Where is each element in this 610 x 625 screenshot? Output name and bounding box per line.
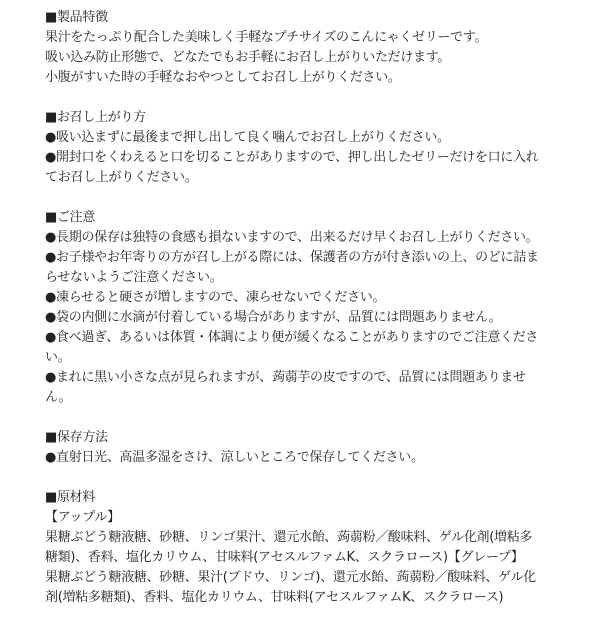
text-line: ●お子様やお年寄りの方が召し上がる際には、保護者の方が付き添いの上、のどに詰ま: [45, 250, 539, 265]
product-description: [45, 8, 600, 608]
section-ingredients: [45, 488, 600, 608]
text-line: ん。: [45, 390, 72, 405]
text-line: ●まれに黒い小さな点が見られますが、蒟蒻芋の皮ですので、品質には問題ありませ: [45, 370, 526, 385]
section-heading: ■お召し上がり方: [45, 110, 146, 125]
text-line: ●袋の内側に水滴が付着している場合がありますが、品質には問題ありません。: [45, 310, 502, 325]
section-how-to-eat: [45, 108, 600, 188]
text-line: 果汁をたっぷり配合した美味しく手軽なプチサイズのこんにゃくゼリーです。: [45, 30, 488, 45]
text-line: い。: [45, 350, 71, 365]
text-line: 果糖ぶどう糖液糖、砂糖、リンゴ果汁、還元水飴、蒟蒻粉／酸味料、ゲル化剤(増粘多: [45, 530, 533, 545]
section-features: [45, 8, 600, 88]
text-line: 果糖ぶどう糖液糖、砂糖、果汁(ブドウ、リンゴ)、還元水飴、蒟蒻粉／酸味料、ゲル化: [45, 570, 536, 585]
section-heading: ■ご注意: [45, 210, 96, 225]
section-heading: ■原材料: [45, 490, 96, 505]
text-line: ●開封口をくわえると口を切ることがありますので、押し出したゼリーだけを口に入れ: [45, 150, 539, 165]
section-spacer: [45, 408, 600, 428]
text-line: ●直射日光、高温多湿をさけ、涼しいところで保存してください。: [45, 450, 424, 465]
text-line: てお召し上がりください。: [45, 170, 198, 185]
text-line: 小腹がすいた時の手軽なおやつとしてお召し上がりください。: [45, 70, 401, 85]
text-line: 【アップル】: [45, 510, 120, 525]
text-line: ●吸い込まずに最後まで押し出して良く噛んでお召し上がりください。: [45, 130, 450, 145]
section-storage: [45, 428, 600, 468]
text-line: ●凍らせると硬さが増しますので、凍らせないでください。: [45, 290, 386, 305]
section-spacer: [45, 468, 600, 488]
text-line: ●食べ過ぎ、あるいは体質・体調により便が緩くなることがありますのでご注意くださ: [45, 330, 539, 345]
section-cautions: [45, 208, 600, 408]
text-line: ●長期の保存は独特の食感も損ないますので、出来るだけ早くお召し上がりください。: [45, 230, 539, 245]
text-line: 剤(増粘多糖類)、香料、塩化カリウム、甘味料(アセスルファムK、スクラロース): [45, 590, 504, 605]
text-line: 吸い込み防止形態で、どなたでもお手軽にお召し上がりいただけます。: [45, 50, 451, 65]
text-line: らせないようご注意ください。: [45, 270, 223, 285]
section-heading: ■製品特徴: [45, 10, 108, 25]
section-heading: ■保存方法: [45, 430, 108, 445]
text-line: 糖類)、香料、塩化カリウム、甘味料(アセスルファムK、スクラロース)【グレープ】: [45, 550, 524, 565]
section-spacer: [45, 188, 600, 208]
section-spacer: [45, 88, 600, 108]
